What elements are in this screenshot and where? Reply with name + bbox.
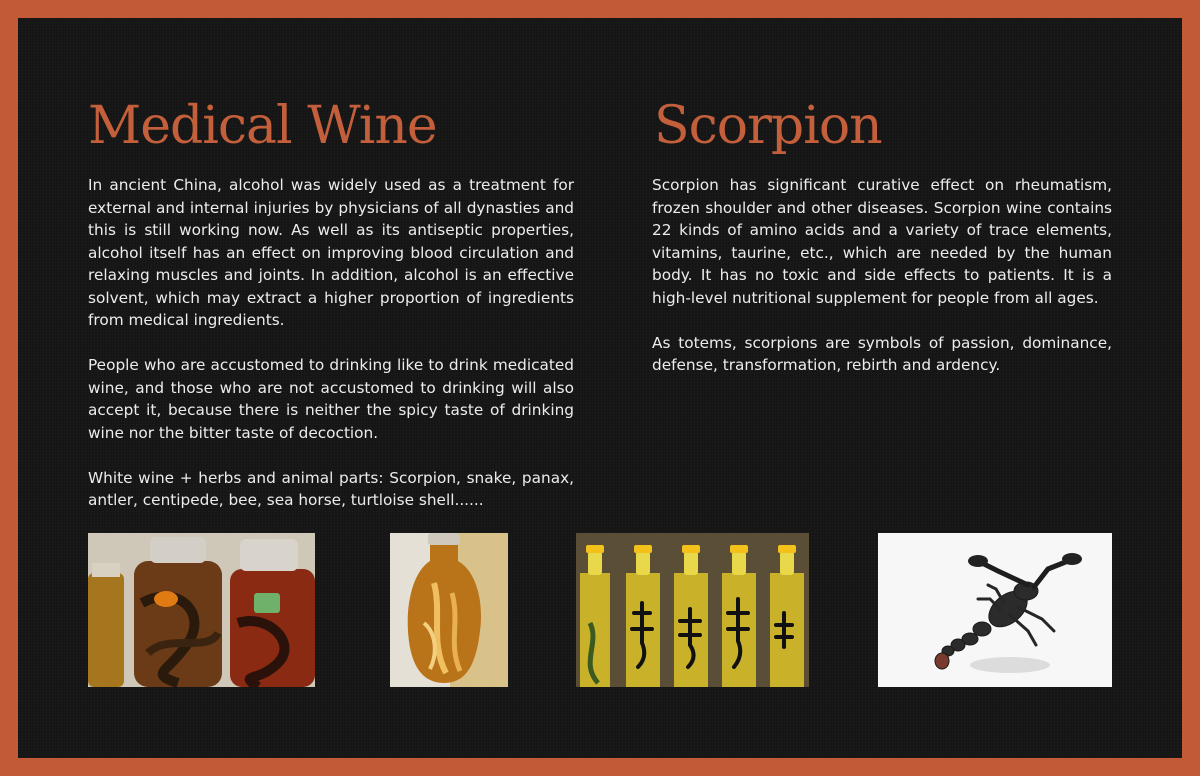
medical-wine-paragraph-1: In ancient China, alcohol was widely used as a treatment for external and internal injuries by physicians of all dynasties and this is still working now. As well as its antiseptic properties, alcohol itself has an effect on improving blood circulation and relaxing muscles and joints. In addition, alcohol is an effective solvent, which may extract a higher proportion of ingredients from medical ingredients. <box>88 176 574 329</box>
medical-wine-heading: Medical Wine <box>88 96 437 156</box>
ginseng-wine-vase-photo <box>390 533 508 687</box>
exhibit-panel <box>18 18 1182 758</box>
scorpion-photo <box>878 533 1112 687</box>
medical-wine-text <box>88 174 574 534</box>
snake-wine-jars-photo <box>88 533 315 687</box>
scorpion-text <box>652 174 1112 399</box>
scorpion-paragraph-2: As totems, scorpions are symbols of passion, dominance, defense, transformation, rebirth and ardency. <box>652 333 1112 374</box>
medical-wine-paragraph-2: People who are accustomed to drinking like to drink medicated wine, and those who are not accustomed to drinking will also accept it, because there is neither the spicy taste of drinking wine nor the bitter taste of decoction. <box>88 356 574 442</box>
scorpion-heading: Scorpion <box>654 96 882 156</box>
medical-wine-paragraph-3: White wine + herbs and animal parts: Scorpion, snake, panax, antler, centipede, bee, sea horse, turtloise shell...... <box>88 468 574 509</box>
scorpion-paragraph-1: Scorpion has significant curative effect on rheumatism, frozen shoulder and other diseases. Scorpion wine contains 22 kinds of amino acids and a variety of trace elements, vitamins, taurine, etc., which are needed by the human body. It has no toxic and side effects to patients. It is a high-level nutritional supplement for people from all ages. <box>652 176 1112 307</box>
scorpion-wine-bottles-photo <box>576 533 809 687</box>
